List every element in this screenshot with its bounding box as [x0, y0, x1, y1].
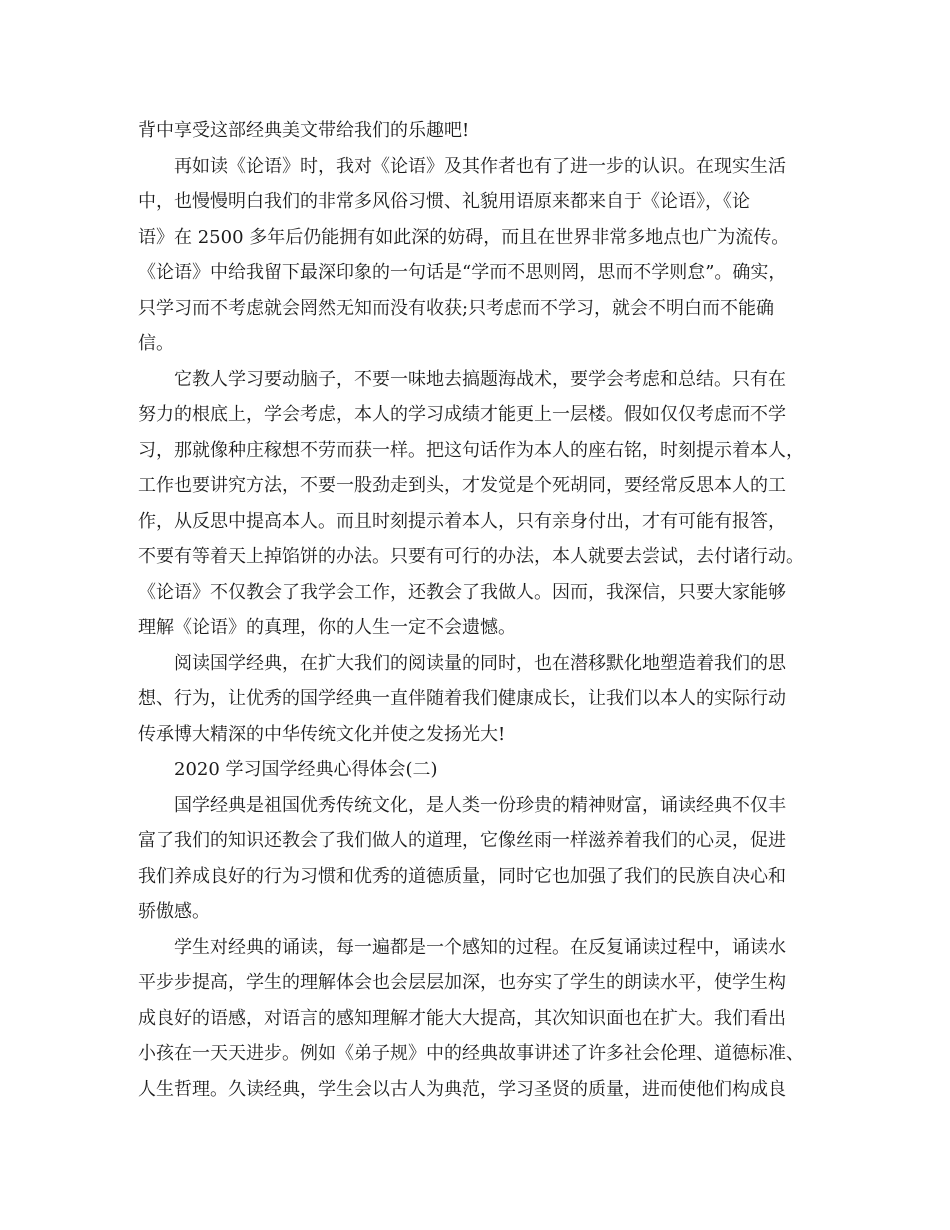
text-line: 语》在 2500 多年后仍能拥有如此深的妨碍，而且在世界非常多地点也广为流传。 [138, 226, 790, 248]
document-body [138, 113, 814, 1107]
text-line: 《论语》中给我留下最深印象的一句话是“学而不思则罔，思而不学则怠”。确实， [138, 262, 787, 283]
text-line: 平步步提高，学生的理解体会也会层层加深，也夯实了学生的朗读水平，使学生构 [138, 972, 786, 993]
text-line: 人生哲理。久读经典，学生会以古人为典范，学习圣贤的质量，进而使他们构成良 [138, 1078, 786, 1100]
text-line: 传承博大精深的中华传统文化并使之发扬光大! [138, 723, 506, 745]
text-line: 背中享受这部经典美文带给我们的乐趣吧! [138, 120, 470, 141]
paragraph-p0 [138, 113, 814, 149]
text-line: 它教人学习要动脑子，不要一味地去搞题海战术，要学会考虑和总结。只有在 [174, 368, 786, 390]
text-line: 想、行为，让优秀的国学经典一直伴随着我们健康成长，让我们以本人的实际行动 [138, 688, 786, 709]
paragraph-p2 [138, 362, 814, 646]
text-line: 阅读国学经典，在扩大我们的阅读量的同时，也在潜移默化地塑造着我们的思 [174, 652, 786, 674]
text-line: 工作也要讲究方法，不要一股劲走到头，才发觉是个死胡同，要经常反思本人的工 [138, 475, 786, 496]
text-line: 我们养成良好的行为习惯和优秀的道德质量，同时它也加强了我们的民族自决心和 [138, 865, 786, 887]
paragraph-p5 [138, 788, 814, 930]
text-line: 富了我们的知识还教会了我们做人的道理，它像丝雨一样滋养着我们的心灵，促进 [138, 830, 786, 851]
text-line: 国学经典是祖国优秀传统文化，是人类一份珍贵的精神财富，诵读经典不仅丰 [174, 794, 786, 816]
text-line: 不要有等着天上掉馅饼的办法。只要有可行的办法，本人就要去尝试，去付诸行动。 [138, 546, 804, 567]
text-line: 只学习而不考虑就会罔然无知而没有收获;只考虑而不学习，就会不明白而不能确 [138, 297, 775, 319]
text-line: 小孩在一天天进步。例如《弟子规》中的经典故事讲述了许多社会伦理、道德标准、 [138, 1043, 804, 1064]
paragraph-p6 [138, 930, 814, 1108]
text-line: 中，也慢慢明白我们的非常多风俗习惯、礼貌用语原来都来自于《论语》，《论 [138, 191, 750, 212]
text-line: 再如读《论语》时，我对《论语》及其作者也有了进一步的认识。在现实生活 [174, 155, 786, 177]
text-line: 习，那就像种庄稼想不劳而获一样。把这句话作为本人的座右铭，时刻提示着本人， [138, 439, 804, 461]
paragraph-p1 [138, 149, 814, 362]
text-line: 骄傲感。 [138, 901, 210, 922]
text-line: 2020 学习国学经典心得体会(二) [174, 759, 438, 780]
text-line: 学生对经典的诵读，每一遍都是一个感知的过程。在反复诵读过程中，诵读水 [174, 936, 786, 958]
text-line: 信。 [138, 333, 174, 354]
paragraph-p4 [138, 752, 814, 788]
text-line: 努力的根底上，学会考虑，本人的学习成绩才能更上一层楼。假如仅仅考虑而不学 [138, 404, 786, 425]
paragraph-p3 [138, 646, 814, 753]
text-line: 成良好的语感，对语言的感知理解才能大大提高，其次知识面也在扩大。我们看出 [138, 1007, 786, 1029]
text-line: 《论语》不仅教会了我学会工作，还教会了我做人。因而，我深信，只要大家能够 [138, 581, 786, 603]
text-line: 作，从反思中提高本人。而且时刻提示着本人，只有亲身付出，才有可能有报答， [138, 510, 786, 532]
text-line: 理解《论语》的真理，你的人生一定不会遗憾。 [138, 617, 516, 638]
